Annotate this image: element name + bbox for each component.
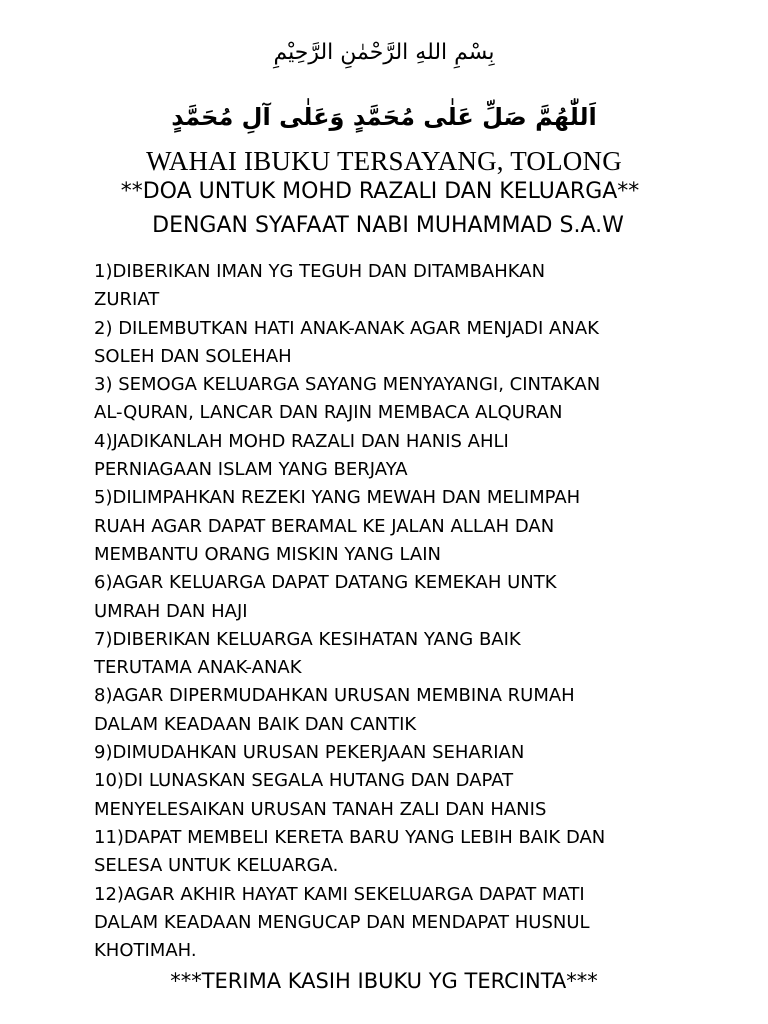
subtitle-syafaat: DENGAN SYAFAAT NABI MUHAMMAD S.A.W: [152, 213, 624, 238]
list-item: 1)DIBERIKAN IMAN YG TEGUH DAN DITAMBAHKAN ZURIAT: [94, 261, 546, 311]
basmala-heading: بِسْمِ اللهِ الرَّحْمٰنِ الرَّحِيْمِ: [273, 40, 495, 65]
closing-line: ***TERIMA KASIH IBUKU YG TERCINTA***: [170, 969, 598, 993]
list-item: 12)AGAR AKHIR HAYAT KAMI SEKELUARGA DAPAT MATI DALAM KEADAAN MENGUCAP DAN MENDAPAT HUSNUL KHOTIMAH.: [94, 883, 590, 962]
list-item: 9)DIMUDAHKAN URUSAN PEKERJAAN SEHARIAN: [94, 742, 525, 764]
list-item: 6)AGAR KELUARGA DAPAT DATANG KEMEKAH UNTK UMRAH DAN HAJI: [94, 572, 557, 622]
page-title: WAHAI IBUKU TERSAYANG, TOLONG: [146, 146, 622, 176]
list-item: 7)DIBERIKAN KELUARGA KESIHATAN YANG BAIK TERUTAMA ANAK-ANAK: [94, 628, 521, 679]
list-item: 8)AGAR DIPERMUDAHKAN URUSAN MEMBINA RUMAH DALAM KEADAAN BAIK DAN CANTIK: [94, 685, 575, 735]
prayer-list: [94, 258, 714, 965]
subtitle-doa: **DOA UNTUK MOHD RAZALI DAN KELUARGA**: [120, 179, 640, 204]
list-item: 11)DAPAT MEMBELI KERETA BARU YANG LEBIH BAIK DAN SELESA UNTUK KELUARGA.: [94, 826, 606, 877]
list-item: 10)DI LUNASKAN SEGALA HUTANG DAN DAPAT MENYELESAIKAN URUSAN TANAH ZALI DAN HANIS: [94, 770, 547, 820]
list-item: 5)DILIMPAHKAN REZEKI YANG MEWAH DAN MELIMPAH RUAH AGAR DAPAT BERAMAL KE JALAN ALLAH DAN MEMBANTU ORANG MISKIN YANG LAIN: [94, 487, 581, 565]
list-item: 2) DILEMBUTKAN HATI ANAK-ANAK AGAR MENJADI ANAK SOLEH DAN SOLEHAH: [94, 317, 599, 367]
salawat-heading: اَللّٰهُمَّ صَلِّ عَلٰى مُحَمَّدٍ وَعَلٰى آلِ مُحَمَّدٍ: [171, 103, 597, 131]
list-item: 3) SEMOGA KELUARGA SAYANG MENYAYANGI, CINTAKAN AL-QURAN, LANCAR DAN RAJIN MEMBACA ALQURAN: [94, 374, 601, 424]
list-item: 4)JADIKANLAH MOHD RAZALI DAN HANIS AHLI PERNIAGAAN ISLAM YANG BERJAYA: [94, 430, 509, 481]
